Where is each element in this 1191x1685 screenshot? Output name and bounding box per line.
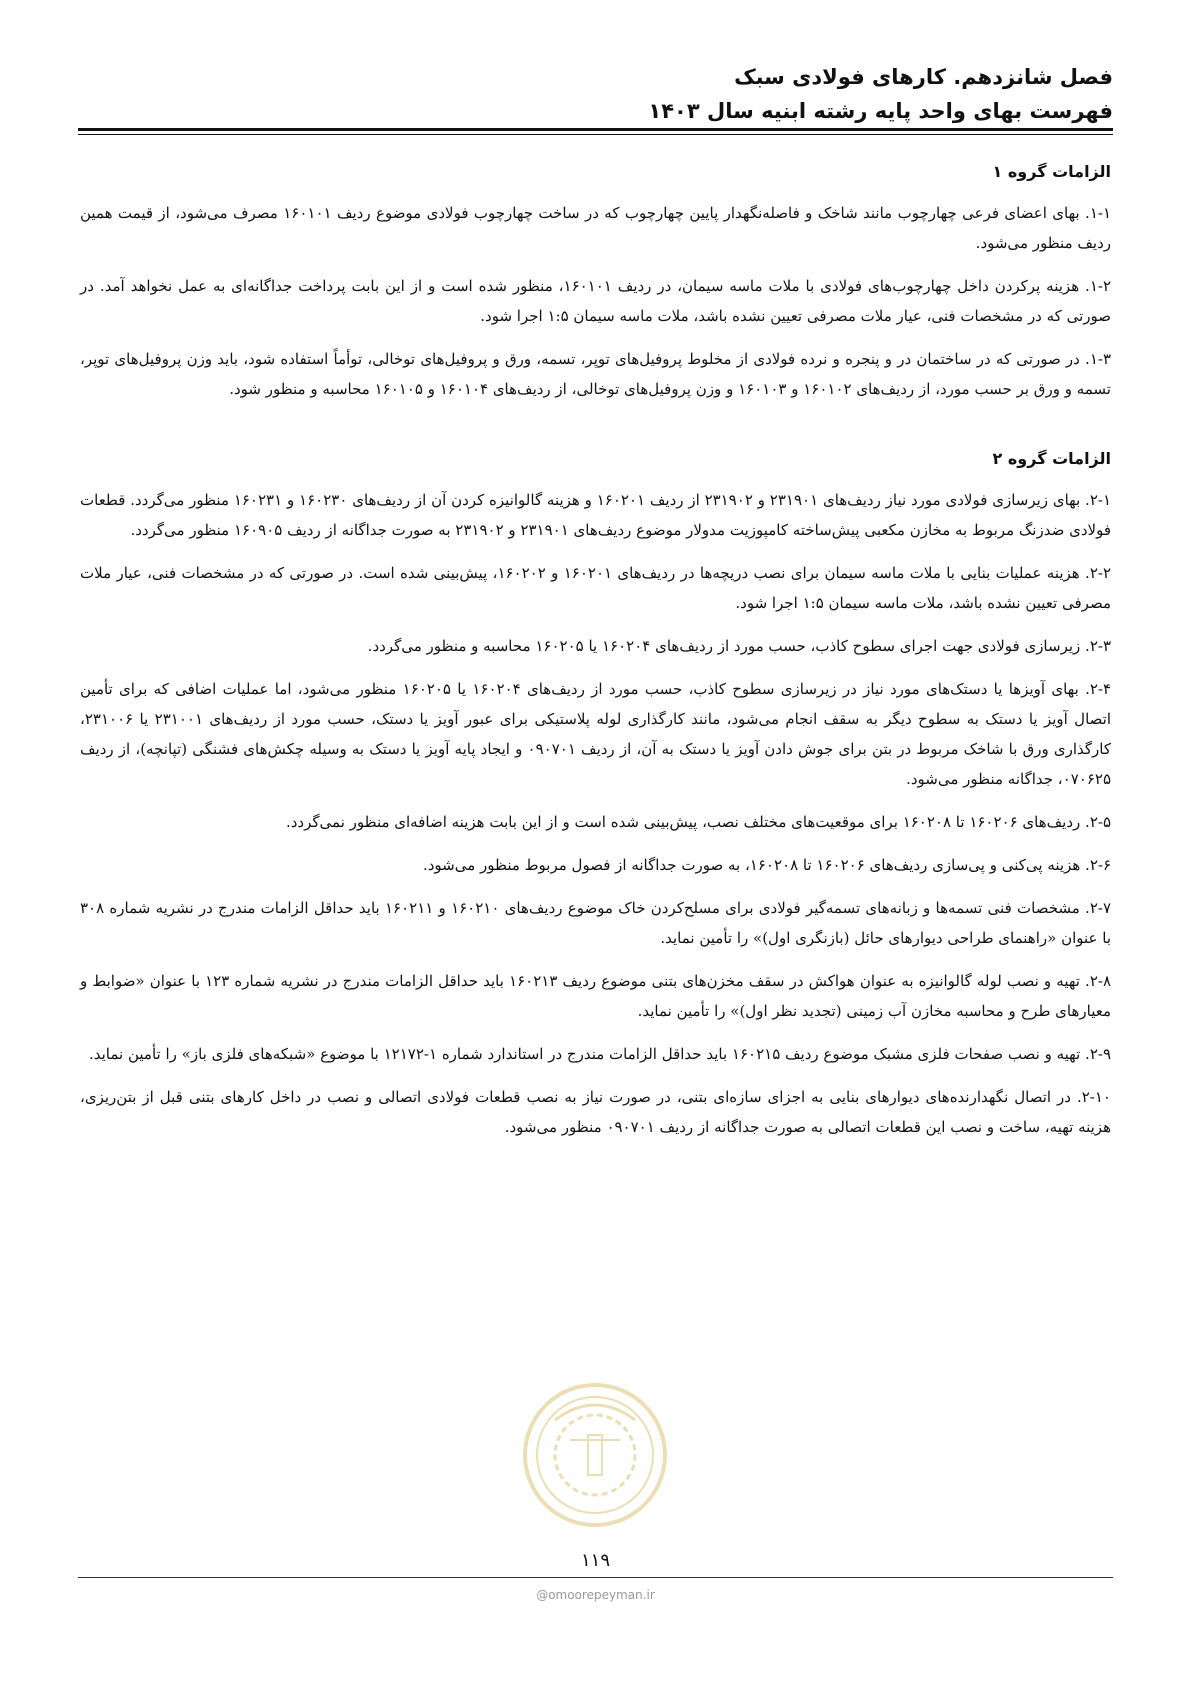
chapter-title: فصل شانزدهم. کارهای فولادی سبک — [734, 65, 1113, 89]
group2-paragraph: ۲-۷. مشخصات فنی تسمه‌ها و زبانه‌های تسمه‌گیر فولادی برای مسلح‌کردن خاک موضوع ردیف‌های ۱۶۰۲۱۰ و ۱۶۰۲۱۱ باید حداقل الزامات مندرج در نشریه شماره ۳۰۸ با عنوان «راهنمای طراحی دیوارهای حائل (بازنگری اول)» را تأمین نماید. — [80, 899, 1112, 947]
watermark-url: @omoorepeyman.ir — [536, 1588, 655, 1602]
group2-paragraph: ۲-۱. بهای زیرسازی فولادی مورد نیاز ردیف‌های ۲۳۱۹۰۱ و ۲۳۱۹۰۲ از ردیف ۱۶۰۲۰۱ و هزینه گالوانیزه کردن آن از ردیف‌های ۱۶۰۲۳۰ و ۱۶۰۲۳۱ منظور می‌گردد. قطعات فولادی ضدزنگ مربوط به مخازن مکعبی پیش‌ساخته کامپوزیت مدولار موضوع ردیف‌های ۲۳۱۹۰۱ و ۲۳۱۹۰۲ به صورت جداگانه از ردیف ۱۶۰۹۰۵ منظور می‌گردد. — [80, 491, 1112, 539]
page-number: ۱۱۹ — [580, 1550, 610, 1571]
group2-paragraph: ۲-۹. تهیه و نصب صفحات فلزی مشبک موضوع ردیف ۱۶۰۲۱۵ باید حداقل الزامات مندرج در استاندارد شماره ۱-۱۲۱۷۲ با موضوع «شبکه‌های فلزی باز» را تأمین نماید. — [88, 1045, 1111, 1063]
group2-paragraph: ۲-۳. زیرسازی فولادی جهت اجرای سطوح کاذب، حسب مورد از ردیف‌های ۱۶۰۲۰۴ یا ۱۶۰۲۰۵ محاسبه و منظور می‌گردد. — [367, 637, 1111, 655]
group2-paragraph: ۲-۴. بهای آویزها یا دستک‌های مورد نیاز در زیرسازی سطوح کاذب، حسب مورد از ردیف‌های ۱۶۰۲۰۴ یا ۱۶۰۲۰۵ منظور می‌شود، اما عملیات اضافی که برای تأمین اتصال آویز یا دستک به سطوح دیگر به سقف انجام می‌شود، مانند کارگذاری لوله پلاستیکی برای عبور آویز یا دستک، حسب مورد از ردیف‌های ۲۳۱۰۰۱ یا ۲۳۱۰۰۶، کارگذاری ورق با شاخک مربوط در بتن برای جوش دادن آویز یا دستک به آن، از ردیف ۰۹۰۷۰۱ و ایجاد پایه آویز یا دستک به وسیله چکش‌های فشنگی (تپانچه)، از ردیف ۰۷۰۶۲۵، جداگانه منظور می‌شود. — [80, 680, 1112, 788]
page-body — [80, 160, 1111, 1155]
section-gap — [80, 417, 1111, 447]
book-title: فهرست بهای واحد پایه رشته ابنیه سال ۱۴۰۳ — [648, 99, 1113, 123]
header-rule-thick — [78, 128, 1113, 131]
group1-paragraph: ۱-۳. در صورتی که در ساختمان در و پنجره و نرده فولادی از مخلوط پروفیل‌های توپر، تسمه، ورق و پروفیل‌های توخالی، توأماً استفاده شود، باید وزن پروفیل‌های توپر، تسمه و ورق بر حسب مورد، از ردیف‌های ۱۶۰۱۰۲ و ۱۶۰۱۰۳ و وزن پروفیل‌های توخالی، از ردیف‌های ۱۶۰۱۰۴ و ۱۶۰۱۰۵ محاسبه و منظور شود. — [80, 350, 1112, 398]
group1-paragraph: ۱-۲. هزینه پرکردن داخل چهارچوب‌های فولادی با ملات ماسه سیمان، در ردیف ۱۶۰۱۰۱، منظور شده است و از این بابت پرداخت جداگانه‌ای به عمل نخواهد آمد. در صورتی که در مشخصات فنی، عیار ملات مصرفی تعیین نشده باشد، ملات ماسه سیمان ۱:۵ اجرا شود. — [80, 277, 1111, 325]
group2-title: الزامات گروه ۲ — [992, 449, 1111, 468]
group2-paragraph: ۲-۲. هزینه عملیات بنایی با ملات ماسه سیمان برای نصب دریچه‌ها در ردیف‌های ۱۶۰۲۰۱ و ۱۶۰۲۰۲، پیش‌بینی شده است. در صورتی که در مشخصات فنی، عیار ملات مصرفی تعیین نشده باشد، ملات ماسه سیمان ۱:۵ اجرا شود. — [80, 564, 1112, 612]
group1-paragraph: ۱-۱. بهای اعضای فرعی چهارچوب مانند شاخک و فاصله‌نگهدار پایین چهارچوب که در ساخت چهارچوب فولادی موضوع ردیف ۱۶۰۱۰۱ مصرف می‌شود، از قیمت همین ردیف منظور می‌شود. — [80, 204, 1112, 252]
watermark-seal-logo — [520, 1380, 670, 1530]
group2-paragraph: ۲-۱۰. در اتصال نگهدارنده‌های دیوارهای بنایی به اجزای سازه‌ای بتنی، در صورت نیاز به نصب قطعات فولادی اتصالی و نصب در داخل کارهای بتنی قبل از بتن‌ریزی، هزینه تهیه، ساخت و نصب این قطعات اتصالی به صورت جداگانه از ردیف ۰۹۰۷۰۱ منظور می‌شود. — [80, 1088, 1111, 1136]
group2-paragraph: ۲-۵. ردیف‌های ۱۶۰۲۰۶ تا ۱۶۰۲۰۸ برای موقعیت‌های مختلف نصب، پیش‌بینی شده است و از این بابت هزینه اضافه‌ای منظور نمی‌گردد. — [285, 813, 1111, 831]
header-rule-thin — [78, 134, 1113, 135]
page-header — [78, 60, 1113, 128]
group2-paragraph: ۲-۶. هزینه پی‌کنی و پی‌سازی ردیف‌های ۱۶۰۲۰۶ تا ۱۶۰۲۰۸، به صورت جداگانه از فصول مربوط منظور می‌شود. — [422, 856, 1111, 874]
group2-paragraph: ۲-۸. تهیه و نصب لوله گالوانیزه به عنوان هواکش در سقف مخزن‌های بتنی موضوع ردیف ۱۶۰۲۱۳ باید حداقل الزامات مندرج در نشریه شماره ۱۲۳ با عنوان «ضوابط و معیارهای طرح و محاسبه مخازن آب زمینی (تجدید نظر اول)» را تأمین نماید. — [80, 972, 1112, 1020]
footer-rule — [78, 1577, 1113, 1578]
group1-title: الزامات گروه ۱ — [992, 162, 1111, 181]
